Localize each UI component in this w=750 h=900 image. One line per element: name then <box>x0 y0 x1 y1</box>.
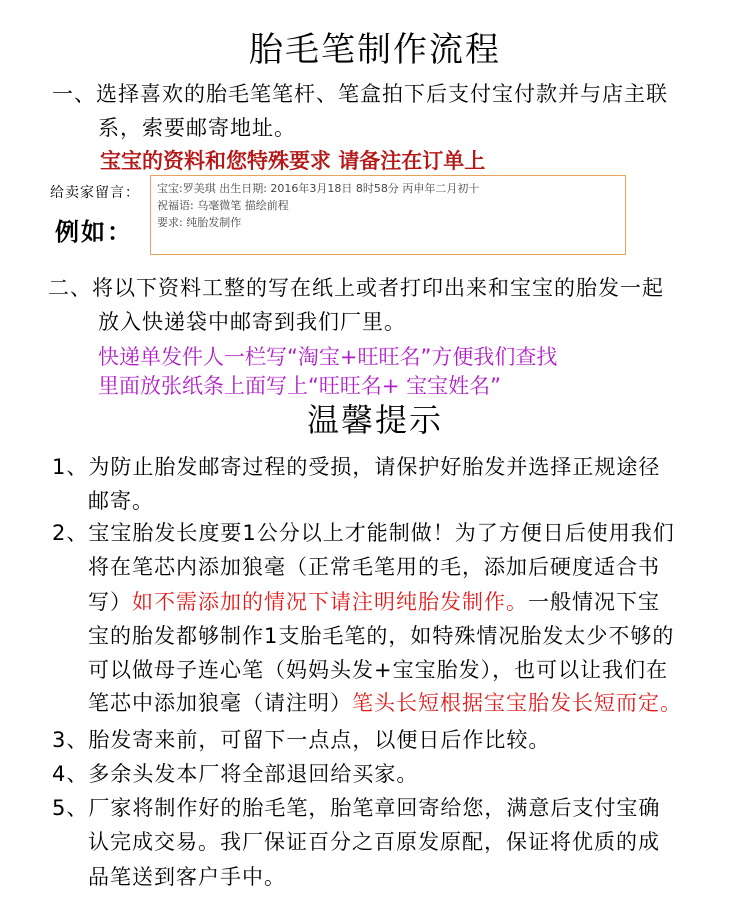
tip2-line3-end: 一般情况下宝 <box>528 590 660 614</box>
tip2-line6 <box>88 687 682 717</box>
message-label: 给卖家留言： <box>50 185 140 201</box>
tip4: 4、多余头发本厂将全部退回给买家。 <box>52 762 419 786</box>
tip5-line1: 5、厂家将制作好的胎毛笔，胎笔章回寄给您，满意后支付宝确 <box>52 796 661 820</box>
tip1-line2: 邮寄。 <box>88 489 154 513</box>
message-box <box>150 175 626 255</box>
page-title: 胎毛笔制作流程 <box>249 30 501 70</box>
tip2-line6-start: 笔芯中添加狼毫（请注明） <box>88 691 352 715</box>
tip5-line2: 认完成交易。我厂保证百分之百原发原配，保证将优质的成 <box>88 830 660 854</box>
step2-purple-line1: 快递单发件人一栏写“淘宝+旺旺名”方便我们查找 <box>98 345 558 369</box>
tip2-length-note: 笔头长短根据宝宝胎发长短而定。 <box>352 691 682 715</box>
tip2-line1: 2、宝宝胎发长度要1公分以上才能制做！为了方便日后使用我们 <box>52 521 675 545</box>
step1-highlight: 宝宝的资料和您特殊要求 请备注在订单上 <box>100 149 486 173</box>
example-label: 例如： <box>55 218 133 246</box>
tip2-line2: 将在笔芯内添加狼毫（正常毛笔用的毛，添加后硬度适合书 <box>88 555 660 579</box>
message-line-blessing: 祝福语: 乌毫微笔 描绘前程 <box>157 199 289 212</box>
message-line-request: 要求: 纯胎发制作 <box>157 216 242 229</box>
tip2-line3-start: 写） <box>88 590 132 614</box>
tip2-line5: 可以做母子连心笔（妈妈头发+宝宝胎发），也可以让我们在 <box>88 658 669 682</box>
tip3: 3、胎发寄来前，可留下一点点，以便日后作比较。 <box>52 728 551 752</box>
step2-line1: 二、将以下资料工整的写在纸上或者打印出来和宝宝的胎发一起 <box>48 276 664 300</box>
tip1-line1: 1、为防止胎发邮寄过程的受损，请保护好胎发并选择正规途径 <box>52 455 661 479</box>
tip2-line4: 宝的胎发都够制作1支胎毛笔的，如特殊情况胎发太少不够的 <box>88 624 675 648</box>
tip2-pure-hair-note: 如不需添加的情况下请注明纯胎发制作。 <box>132 590 528 614</box>
tip2-line3 <box>88 586 660 616</box>
step2-purple-line2: 里面放张纸条上面写上“旺旺名+ 宝宝姓名” <box>98 374 502 398</box>
step1-line1: 一、选择喜欢的胎毛笔笔杆、笔盒拍下后支付宝付款并与店主联 <box>52 82 668 106</box>
step1-line2: 系，索要邮寄地址。 <box>98 116 296 140</box>
message-line-baby: 宝宝:罗美琪 出生日期: 2016年3月18日 8时58分 丙申年二月初十 <box>157 182 480 195</box>
tip5-line3: 品笔送到客户手中。 <box>88 865 286 889</box>
step2-line2: 放入快递袋中邮寄到我们厂里。 <box>98 310 406 334</box>
tips-title: 温馨提示 <box>306 401 443 439</box>
